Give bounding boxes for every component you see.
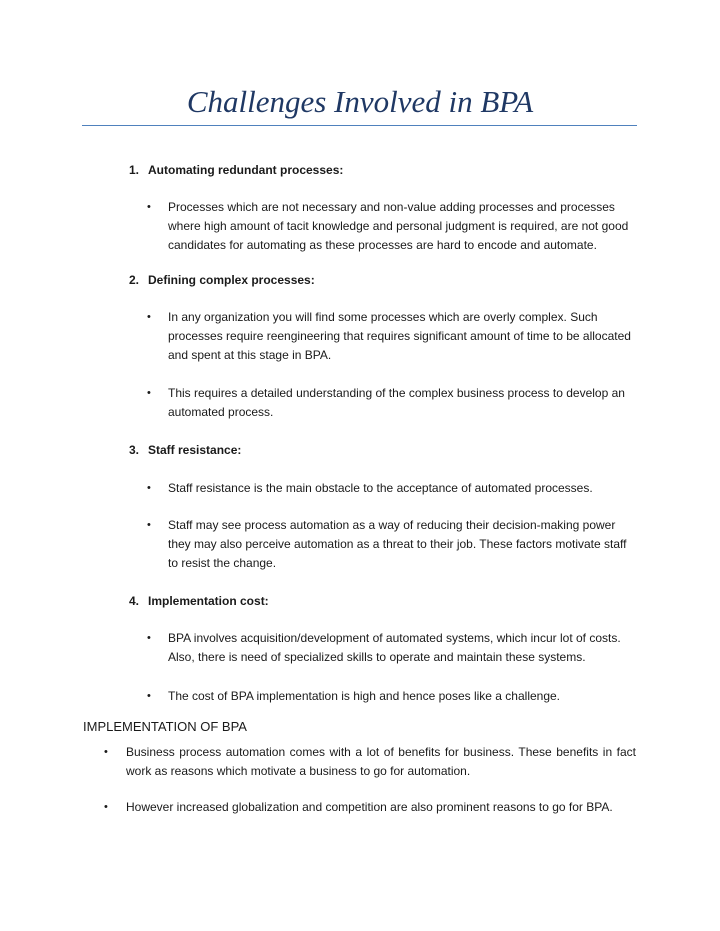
section-title: Staff resistance: [148, 443, 242, 457]
bullet-icon: • [104, 746, 108, 758]
bullet-icon: • [147, 632, 151, 644]
list-item [147, 198, 639, 256]
bullet-icon: • [147, 201, 151, 213]
section-title: Defining complex processes: [148, 273, 315, 287]
list-item-text: This requires a detailed understanding of the complex business process to develop an automated process. [168, 386, 625, 420]
section-title: Automating redundant processes: [148, 163, 344, 177]
list-item-text: However increased globalization and competition are also prominent reasons to go for BPA. [126, 800, 613, 814]
section-number: 2. [129, 273, 140, 287]
list-item [104, 743, 636, 781]
bullet-icon: • [147, 387, 151, 399]
list-item [147, 629, 639, 667]
list-item-text: Processes which are not necessary and non-value adding processes and processes where high amount of tacit knowledge and personal judgment is required, are not good candidates for automating as these processes are hard to encode and automate. [168, 200, 629, 253]
section-heading-1 [129, 163, 343, 177]
list-item-text: Staff may see process automation as a way of reducing their decision-making power they may also perceive automation as a threat to their job. These factors motivate staff to resist the change. [168, 518, 627, 571]
list-item [147, 384, 639, 422]
bullet-icon: • [147, 519, 151, 531]
list-item-text: BPA involves acquisition/development of automated systems, which incur lot of costs. Also, there is need of specialized skills to operate and maintain these systems. [168, 631, 621, 665]
section-heading-4 [129, 594, 269, 608]
list-item-text: In any organization you will find some processes which are overly complex. Such processes require reengineering that requires significant amount of time to be allocated and spent at this stage in BPA. [168, 310, 631, 363]
section-number: 1. [129, 163, 140, 177]
page-title: Challenges Involved in BPA [186, 84, 534, 119]
list-item-text: Staff resistance is the main obstacle to the acceptance of automated processes. [168, 481, 593, 495]
section-number: 4. [129, 594, 140, 608]
list-item [147, 687, 639, 706]
implementation-heading: IMPLEMENTATION OF BPA [83, 719, 247, 734]
bullet-icon: • [104, 801, 108, 813]
bullet-icon: • [147, 690, 151, 702]
section-heading-3 [129, 443, 241, 457]
bullet-icon: • [147, 311, 151, 323]
list-item [104, 798, 636, 817]
list-item-text: Business process automation comes with a lot of benefits for business. These benefits in fact work as reasons which motivate a business to go for automation. [126, 745, 636, 778]
list-item [147, 516, 639, 574]
list-item-text: The cost of BPA implementation is high and hence poses like a challenge. [168, 689, 561, 703]
section-title: Implementation cost: [148, 594, 269, 608]
section-number: 3. [129, 443, 140, 457]
bullet-icon: • [147, 482, 151, 494]
section-heading-2 [129, 273, 315, 287]
list-item [147, 479, 639, 498]
list-item [147, 308, 639, 366]
title-underline [82, 125, 637, 126]
